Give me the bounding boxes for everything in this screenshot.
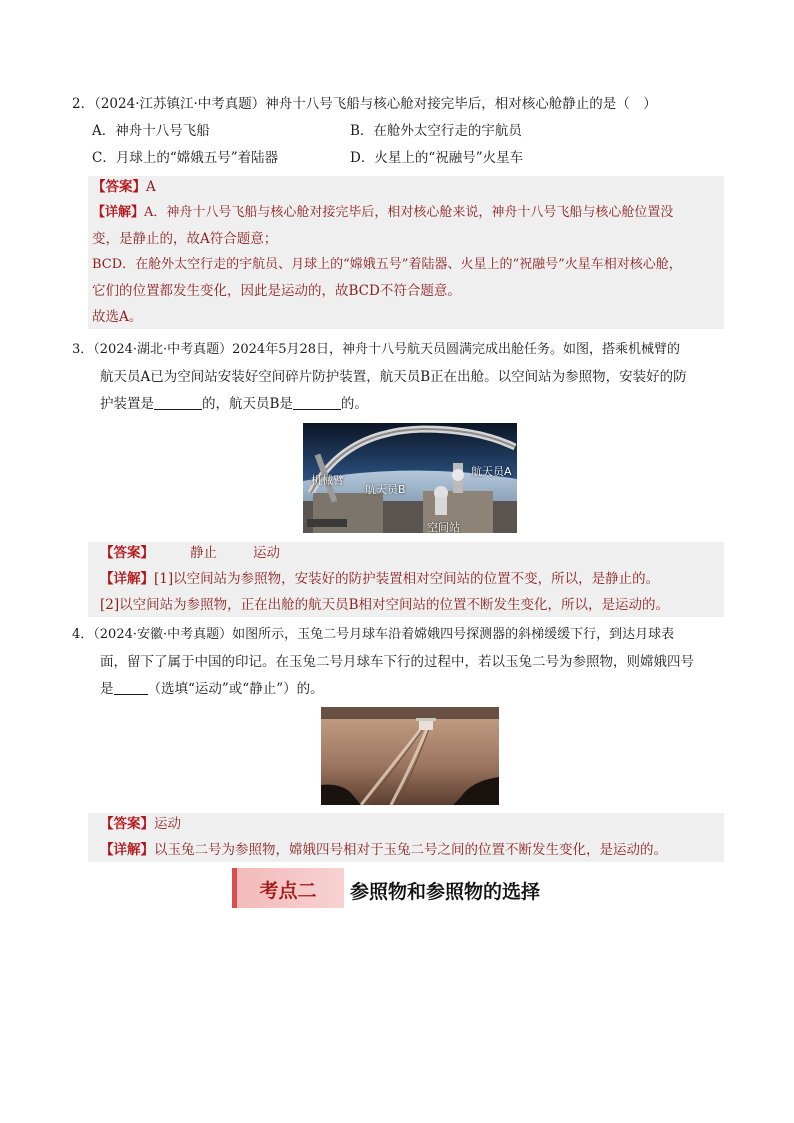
q2-option-a: A．神舟十八号飞船 [92,123,210,139]
q3-detail-tag: 【详解】 [100,571,154,587]
q3-stem-3 [100,394,368,414]
q2-answer-line [88,177,724,197]
q4-answer: 运动 [154,816,181,832]
q4-stem-3 [100,679,324,699]
q4-detail-line [88,840,724,860]
q4-detail-tag: 【详解】 [100,842,154,858]
section-tag-box [232,868,344,908]
section-tag-accent [232,868,237,908]
q3-blank-2 [293,395,341,410]
q3-stem-2: 航天员A已为空间站安装好空间碎片防护装置，航天员B正在出舱。以空间站为参照物，安装好的防 [100,369,687,385]
q3-answer-tag: 【答案】 [100,545,154,561]
q2-answer: A [146,179,156,195]
q4-answer-tag: 【答案】 [100,816,154,832]
section-heading [232,868,572,908]
label-space-station: 空间站 [427,521,460,533]
q4-answer-box [88,813,724,862]
label-astronaut-a: 航天员A [471,465,512,478]
q2-answer-box [88,176,724,329]
q4-answer-line [88,814,724,834]
q4-lunar-rover-figure [321,707,499,805]
section-tag: 考点二 [259,880,317,902]
q3-stem-3c: 的。 [340,396,368,412]
q2-detail-5: 故选A。 [92,309,143,325]
q3-space-station-figure [303,423,517,533]
q4-stem-3b: （选填“运动”或“静止”）的。 [147,681,324,697]
q2-answer-tag: 【答案】 [92,179,146,195]
label-robotic-arm: 机械臂 [311,474,344,487]
q2-option-c: C．月球上的“嫦娥五号”着陆器 [92,150,279,166]
q3-answer-box [88,542,724,617]
q4-blank [114,680,148,695]
q2-stem: 2．（2024·江苏镇江·中考真题）神舟十八号飞船与核心舱对接完毕后，相对核心舱静止的是（ ） [72,96,657,112]
section-title: 参照物和参照物的选择 [350,881,541,903]
q2-option-b: B．在舱外太空行走的宇航员 [350,123,522,139]
q3-stem-1: 3．（2024·湖北·中考真题）2024年5月28日，神舟十八号航天员圆满完成出舱任务。如图，搭乘机械臂的 [72,342,681,357]
q2-option-d: D．火星上的“祝融号”火星车 [350,150,524,166]
q2-detail-1: A．神舟十八号飞船与核心舱对接完毕后，相对核心舱来说，神舟十八号飞船与核心舱位置没 [144,205,674,220]
lunar-surface-photo [321,707,499,805]
q2-detail-line-1 [88,203,724,223]
q3-answer-line [88,543,724,563]
q3-stem-3a: 护装置是 [100,396,154,412]
q2-detail-2: 变，是静止的，故A符合题意； [92,231,278,247]
q4-stem-1: 4．（2024·安徽·中考真题）如图所示，玉兔二号月球车沿着嫦娥四号探测器的斜梯缓缓下行，到达月球表 [72,627,675,642]
q2-detail-3: BCD．在舱外太空行走的宇航员、月球上的“嫦娥五号”着陆器、火星上的“祝融号”火星车相对核心舱， [92,257,682,272]
q4-detail: 以玉兔二号为参照物，嫦娥四号相对于玉兔二号之间的位置不断发生变化，是运动的。 [154,842,667,858]
q3-detail-2: [2]以空间站为参照物，正在出舱的航天员B相对空间站的位置不断发生变化，所以，是运动的。 [100,597,670,613]
q4-stem-2: 面，留下了属于中国的印记。在玉兔二号月球车下行的过程中，若以玉兔二号为参照物，则嫦娥四号 [100,654,694,670]
q3-detail-line-1 [88,569,724,589]
q2-detail-tag: 【详解】 [92,205,145,220]
label-astronaut-b: 航天员B [365,483,406,496]
q2-detail-4: 它们的位置都发生变化，因此是运动的，故BCD不符合题意。 [92,283,461,299]
q3-stem-3b: 的，航天员B是 [202,396,293,412]
q3-answer-1: 静止 [190,545,217,561]
q4-stem-3a: 是 [100,681,114,697]
q3-detail-1: [1]以空间站为参照物，安装好的防护装置相对空间站的位置不变，所以，是静止的。 [154,571,660,587]
q3-answer-2: 运动 [253,545,280,561]
q3-blank-1 [154,395,202,410]
